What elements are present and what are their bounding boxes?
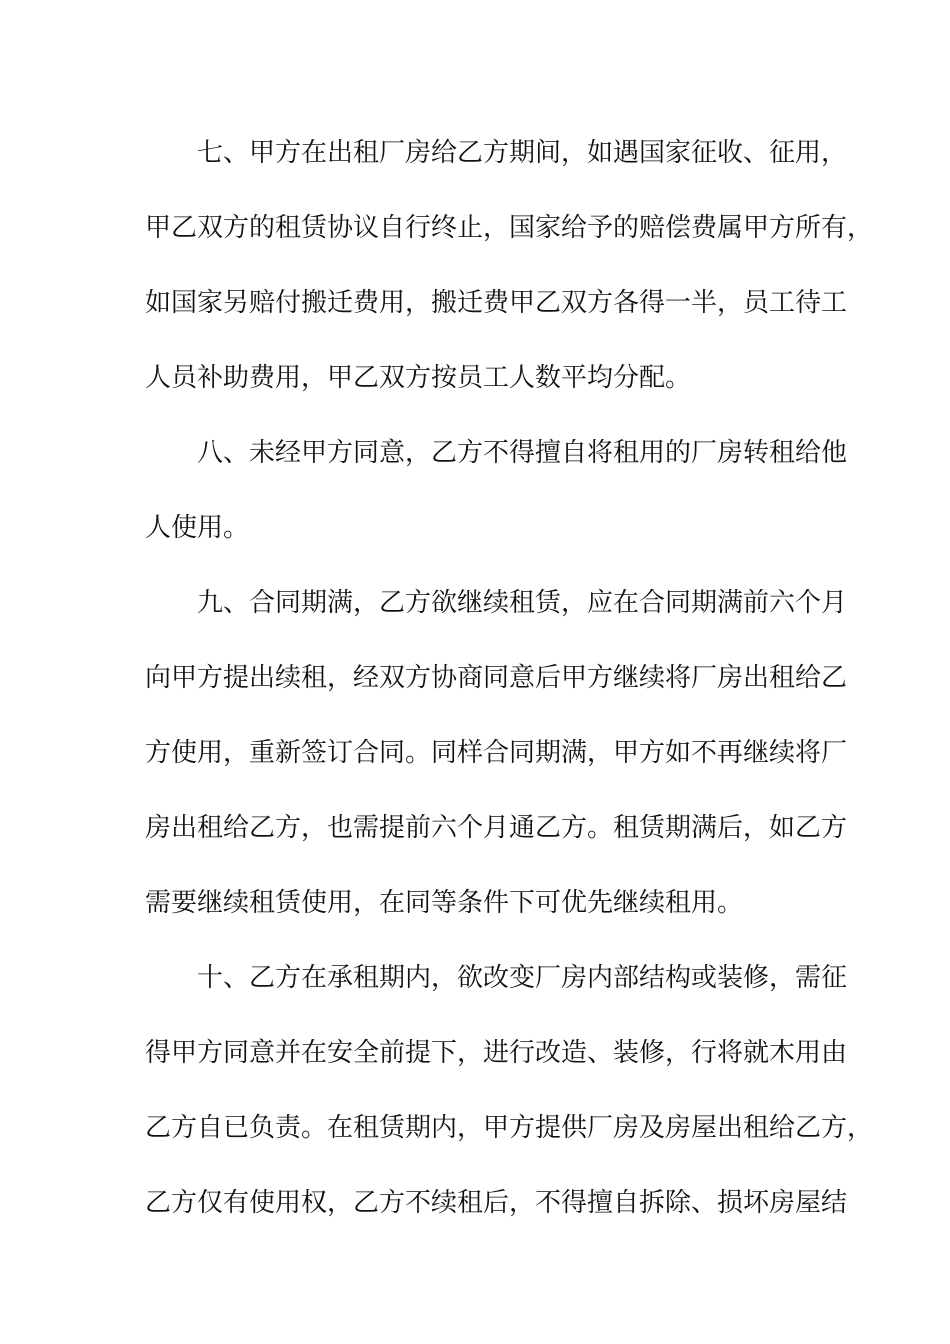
paragraph-9-line-2: 向甲方提出续租，经双方协商同意后甲方继续将厂房出租给乙 [145, 663, 848, 693]
paragraph-9-line-5: 需要继续租赁使用，在同等条件下可优先继续租用。 [145, 888, 744, 918]
paragraph-7-line-1: 七、甲方在出租厂房给乙方期间，如遇国家征收、征用， [197, 138, 848, 168]
paragraph-7-line-2: 甲乙双方的租赁协议自行终止，国家给予的赔偿费属甲方所有， [145, 213, 874, 243]
paragraph-9-line-3: 方使用，重新签订合同。同样合同期满，甲方如不再继续将厂 [145, 738, 848, 768]
paragraph-8-line-1: 八、未经甲方同意，乙方不得擅自将租用的厂房转租给他 [197, 438, 848, 468]
paragraph-7-line-4: 人员补助费用，甲乙双方按员工人数平均分配。 [145, 363, 692, 393]
paragraph-10-line-4: 乙方仅有使用权，乙方不续租后，不得擅自拆除、损坏房屋结 [145, 1188, 848, 1218]
paragraph-10-line-1: 十、乙方在承租期内，欲改变厂房内部结构或装修，需征 [197, 963, 848, 993]
paragraph-10-line-3: 乙方自已负责。在租赁期内，甲方提供厂房及房屋出租给乙方， [145, 1113, 874, 1143]
paragraph-9-line-1: 九、合同期满，乙方欲继续租赁，应在合同期满前六个月 [197, 588, 848, 618]
paragraph-8-line-2: 人使用。 [145, 513, 250, 543]
paragraph-10-line-2: 得甲方同意并在安全前提下，进行改造、装修，行将就木用由 [145, 1038, 848, 1068]
paragraph-7-line-3: 如国家另赔付搬迁费用，搬迁费甲乙双方各得一半，员工待工 [145, 288, 848, 318]
paragraph-9-line-4: 房出租给乙方，也需提前六个月通乙方。租赁期满后，如乙方 [145, 813, 848, 843]
